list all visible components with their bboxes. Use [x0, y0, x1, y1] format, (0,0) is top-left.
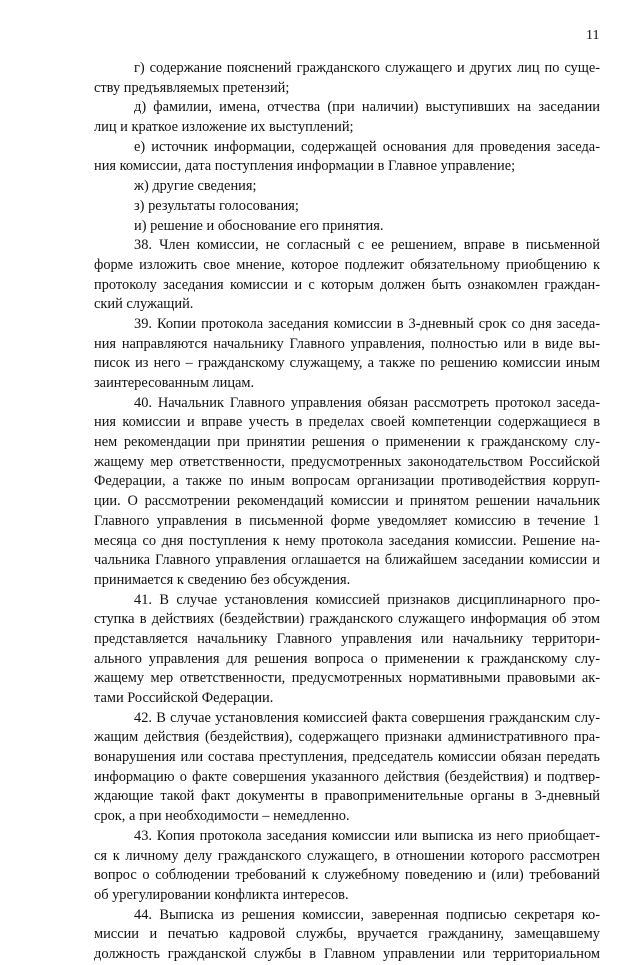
text-line: чальника Главного управления оглашается на ближайшем заседании комиссии и [94, 552, 600, 569]
text-line: ния комиссии и вправе учесть в пределах своей компетенции содержащиеся в [94, 414, 600, 431]
text-line: г) содержание пояснений гражданского служащего и других лиц по суще- [134, 60, 600, 76]
text-line: 40. Начальник Главного управления обязан рассмотреть протокол заседа- [134, 394, 600, 411]
text-line: представляется начальнику Главного управления или начальнику территори- [94, 630, 600, 647]
text-line: Главного управления в письменной форме уведомляет комиссию в течение 1 [94, 512, 600, 529]
text-line: миссии и печатью кадровой службы, вручается гражданину, замещавшему [94, 926, 600, 943]
text-line: ский служащий. [94, 296, 194, 313]
text-line: вопрос о соблюдении требований к служебному поведению и (или) требований [94, 867, 600, 884]
text-line: 42. В случае установления комиссией факта совершения гражданским слу- [134, 709, 600, 726]
text-line: ждающие такой факт документы в правоприменительные органы в 3-дневный [94, 788, 600, 805]
text-line: писок из него – гражданскому служащему, а также по решению комиссии иным [94, 355, 600, 372]
text-line: 43. Копия протокола заседания комиссии или выписка из него приобщает- [134, 827, 600, 844]
text-line: д) фамилии, имена, отчества (при наличии) выступивших на заседании [134, 99, 600, 116]
text-line: ж) другие сведения; [134, 178, 257, 195]
text-line: жащему мер ответственности, предусмотренных нормативными правовыми ак- [94, 670, 600, 687]
text-line: е) источник информации, содержащей основания для проведения заседа- [134, 138, 600, 155]
text-line: 41. В случае установления комиссией признаков дисциплинарного про- [134, 591, 600, 608]
text-line: должность гражданской службы в Главном управлении или территориальном [94, 945, 600, 962]
text-line: об урегулировании конфликта интересов. [94, 886, 349, 903]
text-line: протоколу заседания комиссии и с которым должен быть ознакомлен граждан- [94, 276, 600, 293]
text-line: месяца со дня поступления к нему протокола заседания комиссии. Решение на- [94, 532, 600, 549]
text-line: срок, а при необходимости – немедленно. [94, 808, 350, 825]
text-line: и) решение и обоснование его принятия. [134, 217, 384, 234]
text-line: Федерации, а также по иным вопросам организации противодействия корруп- [94, 473, 600, 490]
text-line: ся к личному делу гражданского служащего, в отношении которого рассмотрен [94, 847, 600, 864]
text-line: нем рекомендации при принятии решения о применении к гражданскому слу- [94, 434, 600, 451]
text-line: вонарушения или состава преступления, председатель комиссии обязан передать [94, 749, 600, 766]
text-line: з) результаты голосования; [134, 197, 299, 214]
text-line: ству предъявляемых претензий; [94, 79, 290, 96]
document-body [94, 59, 600, 965]
text-line: лиц и краткое изложение их выступлений; [94, 119, 354, 136]
text-line: 38. Член комиссии, не согласный с ее решением, вправе в письменной [134, 237, 600, 254]
text-line: тами Российской Федерации. [94, 690, 274, 706]
text-line: ального управления для решения вопроса о применении к гражданскому слу- [94, 650, 600, 667]
text-line: заинтересованным лицам. [94, 375, 255, 391]
text-line: форме изложить свое мнение, которое подлежит обязательному приобщению к [94, 256, 600, 273]
text-line: жащему мер ответственности, предусмотренных законодательством Российской [94, 453, 600, 470]
text-line: 44. Выписка из решения комиссии, заверенная подписью секретаря ко- [134, 906, 600, 923]
text-line: принимается к сведению без обсуждения. [94, 571, 351, 588]
text-line: жащим действия (бездействия), содержащего признаки административного пра- [94, 729, 600, 746]
page-number: 11 [586, 28, 600, 43]
text-line: ступка в действиях (бездействии) гражданского служащего информация об этом [94, 611, 600, 628]
text-line: 39. Копии протокола заседания комиссии в 3-дневный срок со дня заседа- [134, 315, 600, 332]
text-line: информацию о факте совершения указанного действия (бездействия) и подтвер- [94, 768, 600, 785]
text-line: ния комиссии, дата поступления информации в Главное управление; [94, 158, 516, 175]
text-line: ции. О рассмотрении рекомендаций комиссии и принятом решении начальник [94, 493, 600, 510]
text-line: ния направляются начальнику Главного управления, полностью или в виде вы- [94, 335, 600, 352]
